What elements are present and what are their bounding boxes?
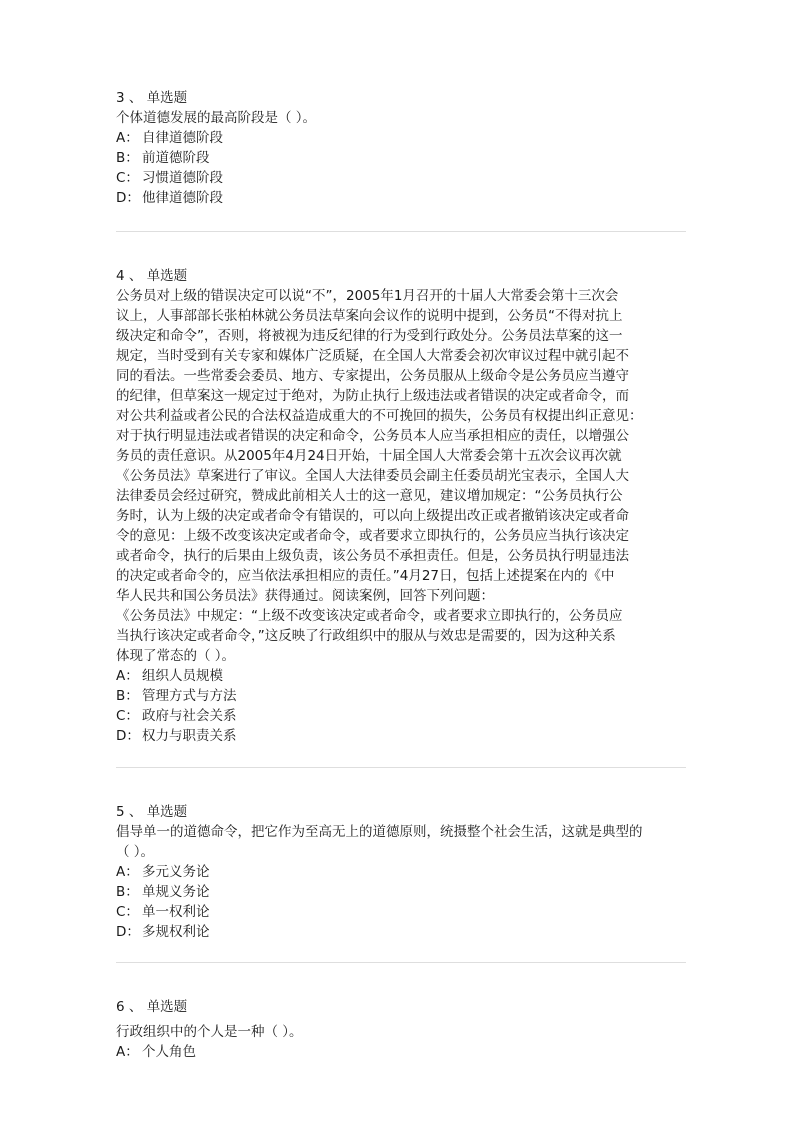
option-a[interactable] [116,1042,686,1062]
stem-line: 法律委员会经过研究，赞成此前相关人士的这一意见，建议增加规定：“公务员执行公 [116,488,623,504]
option-letter: A： [116,668,139,684]
question-stem [116,822,686,862]
stem-line: 令的意见：上级不改变该决定或者命令，或者要求立即执行的，公务员应当执行该决定 [116,528,629,544]
stem-line: 议上，人事部部长张柏林就公务员法草案向会议作的说明中提到，公务员“不得对抗上 [116,308,623,324]
option-d[interactable] [116,726,686,746]
question-type: 单选题 [146,804,188,820]
stem-line: 对公共利益或者公民的合法权益造成重大的不可挽回的损失，公务员有权提出纠正意见： [116,408,643,424]
question-4 [116,266,686,746]
option-text: 自律道德阶段 [142,130,223,146]
question-type: 单选题 [146,90,188,106]
question-divider [116,767,686,768]
question-type: 单选题 [146,999,188,1015]
option-letter: D： [116,924,140,940]
option-letter: B： [116,884,139,900]
option-text: 管理方式与方法 [142,688,237,704]
question-header [116,88,686,108]
question-stem [116,1022,686,1042]
question-5 [116,802,686,942]
option-text: 多规权利论 [142,924,210,940]
stem-line: 个体道德发展的最高阶段是（ ）。 [116,110,317,126]
option-text: 多元义务论 [142,864,210,880]
option-letter: B： [116,688,139,704]
stem-line: 倡导单一的道德命令，把它作为至高无上的道德原则，统摄整个社会生活，这就是典型的 [116,824,643,840]
question-3 [116,88,686,208]
option-d[interactable] [116,188,686,208]
question-divider [116,231,686,232]
option-b[interactable] [116,882,686,902]
stem-line: 华人民共和国公务员法》获得通过。阅读案例，回答下列问题： [116,588,494,604]
stem-line: 务时，认为上级的决定或者命令有错误的，可以向上级提出改正或者撤销该决定或者命 [116,508,629,524]
option-letter: A： [116,864,139,880]
question-number: 6 [116,999,125,1015]
question-number: 5 [116,804,125,820]
option-letter: C： [116,170,139,186]
question-header [116,266,686,286]
question-stem [116,286,686,666]
option-a[interactable] [116,128,686,148]
stem-line: 的纪律，但草案这一规定过于绝对，为防止执行上级违法或者错误的决定或者命令，而 [116,388,629,404]
question-stem [116,108,686,128]
option-text: 权力与职责关系 [142,728,237,744]
stem-line: 或者命令，执行的后果由上级负责，该公务员不承担责任。但是，公务员执行明显违法 [116,548,629,564]
stem-line: 《公务员法》中规定：“上级不改变该决定或者命令，或者要求立即执行的，公务员应 [116,608,623,624]
option-a[interactable] [116,862,686,882]
option-b[interactable] [116,686,686,706]
option-text: 单规义务论 [142,884,210,900]
stem-line: 体现了常态的（ ）。 [116,648,236,664]
option-text: 政府与社会关系 [142,708,237,724]
question-number-separator: 、 [128,804,143,820]
option-letter: D： [116,190,140,206]
stem-line: 同的看法。一些常委会委员、地方、专家提出，公务员服从上级命令是公务员应当遵守 [116,368,629,384]
option-text: 组织人员规模 [142,668,223,684]
stem-line: 的决定或者命令的，应当依法承担相应的责任。”4月27日，包括上述提案在内的《中 [116,568,615,584]
question-number-separator: 、 [128,90,143,106]
stem-line: 对于执行明显违法或者错误的决定和命令，公务员本人应当承担相应的责任，以增强公 [116,428,629,444]
option-letter: A： [116,130,139,146]
question-header [116,802,686,822]
option-c[interactable] [116,902,686,922]
option-letter: C： [116,904,139,920]
question-number: 4 [116,268,125,284]
question-number-separator: 、 [128,268,143,284]
stem-line: 行政组织中的个人是一种（ ）。 [116,1024,303,1040]
option-b[interactable] [116,148,686,168]
stem-line: 务员的责任意识。从2005年4月24日开始，十届全国人大常委会第十五次会议再次就 [116,448,622,464]
option-c[interactable] [116,168,686,188]
option-letter: C： [116,708,139,724]
option-letter: A： [116,1044,139,1060]
option-text: 单一权利论 [142,904,210,920]
option-text: 个人角色 [142,1044,196,1060]
question-header [116,997,686,1017]
option-text: 习惯道德阶段 [142,170,223,186]
stem-line: 级决定和命令”，否则，将被视为违反纪律的行为受到行政处分。公务员法草案的这一 [116,328,623,344]
stem-line: 当执行该决定或者命令，”这反映了行政组织中的服从与效忠是需要的，因为这种关系 [116,628,616,644]
question-6 [116,997,686,1062]
question-divider [116,962,686,963]
option-a[interactable] [116,666,686,686]
question-number-separator: 、 [128,999,143,1015]
stem-line: 规定，当时受到有关专家和媒体广泛质疑，在全国人大常委会初次审议过程中就引起不 [116,348,629,364]
question-number: 3 [116,90,125,106]
option-text: 他律道德阶段 [142,190,223,206]
option-text: 前道德阶段 [142,150,210,166]
option-c[interactable] [116,706,686,726]
stem-line: （ ）。 [116,844,155,860]
option-letter: B： [116,150,139,166]
stem-line: 公务员对上级的错误决定可以说“不”，2005年1月召开的十届人大常委会第十三次会 [116,288,619,304]
option-d[interactable] [116,922,686,942]
option-letter: D： [116,728,140,744]
stem-line: 《公务员法》草案进行了审议。全国人大法律委员会副主任委员胡光宝表示，全国人大 [116,468,629,484]
question-type: 单选题 [146,268,188,284]
